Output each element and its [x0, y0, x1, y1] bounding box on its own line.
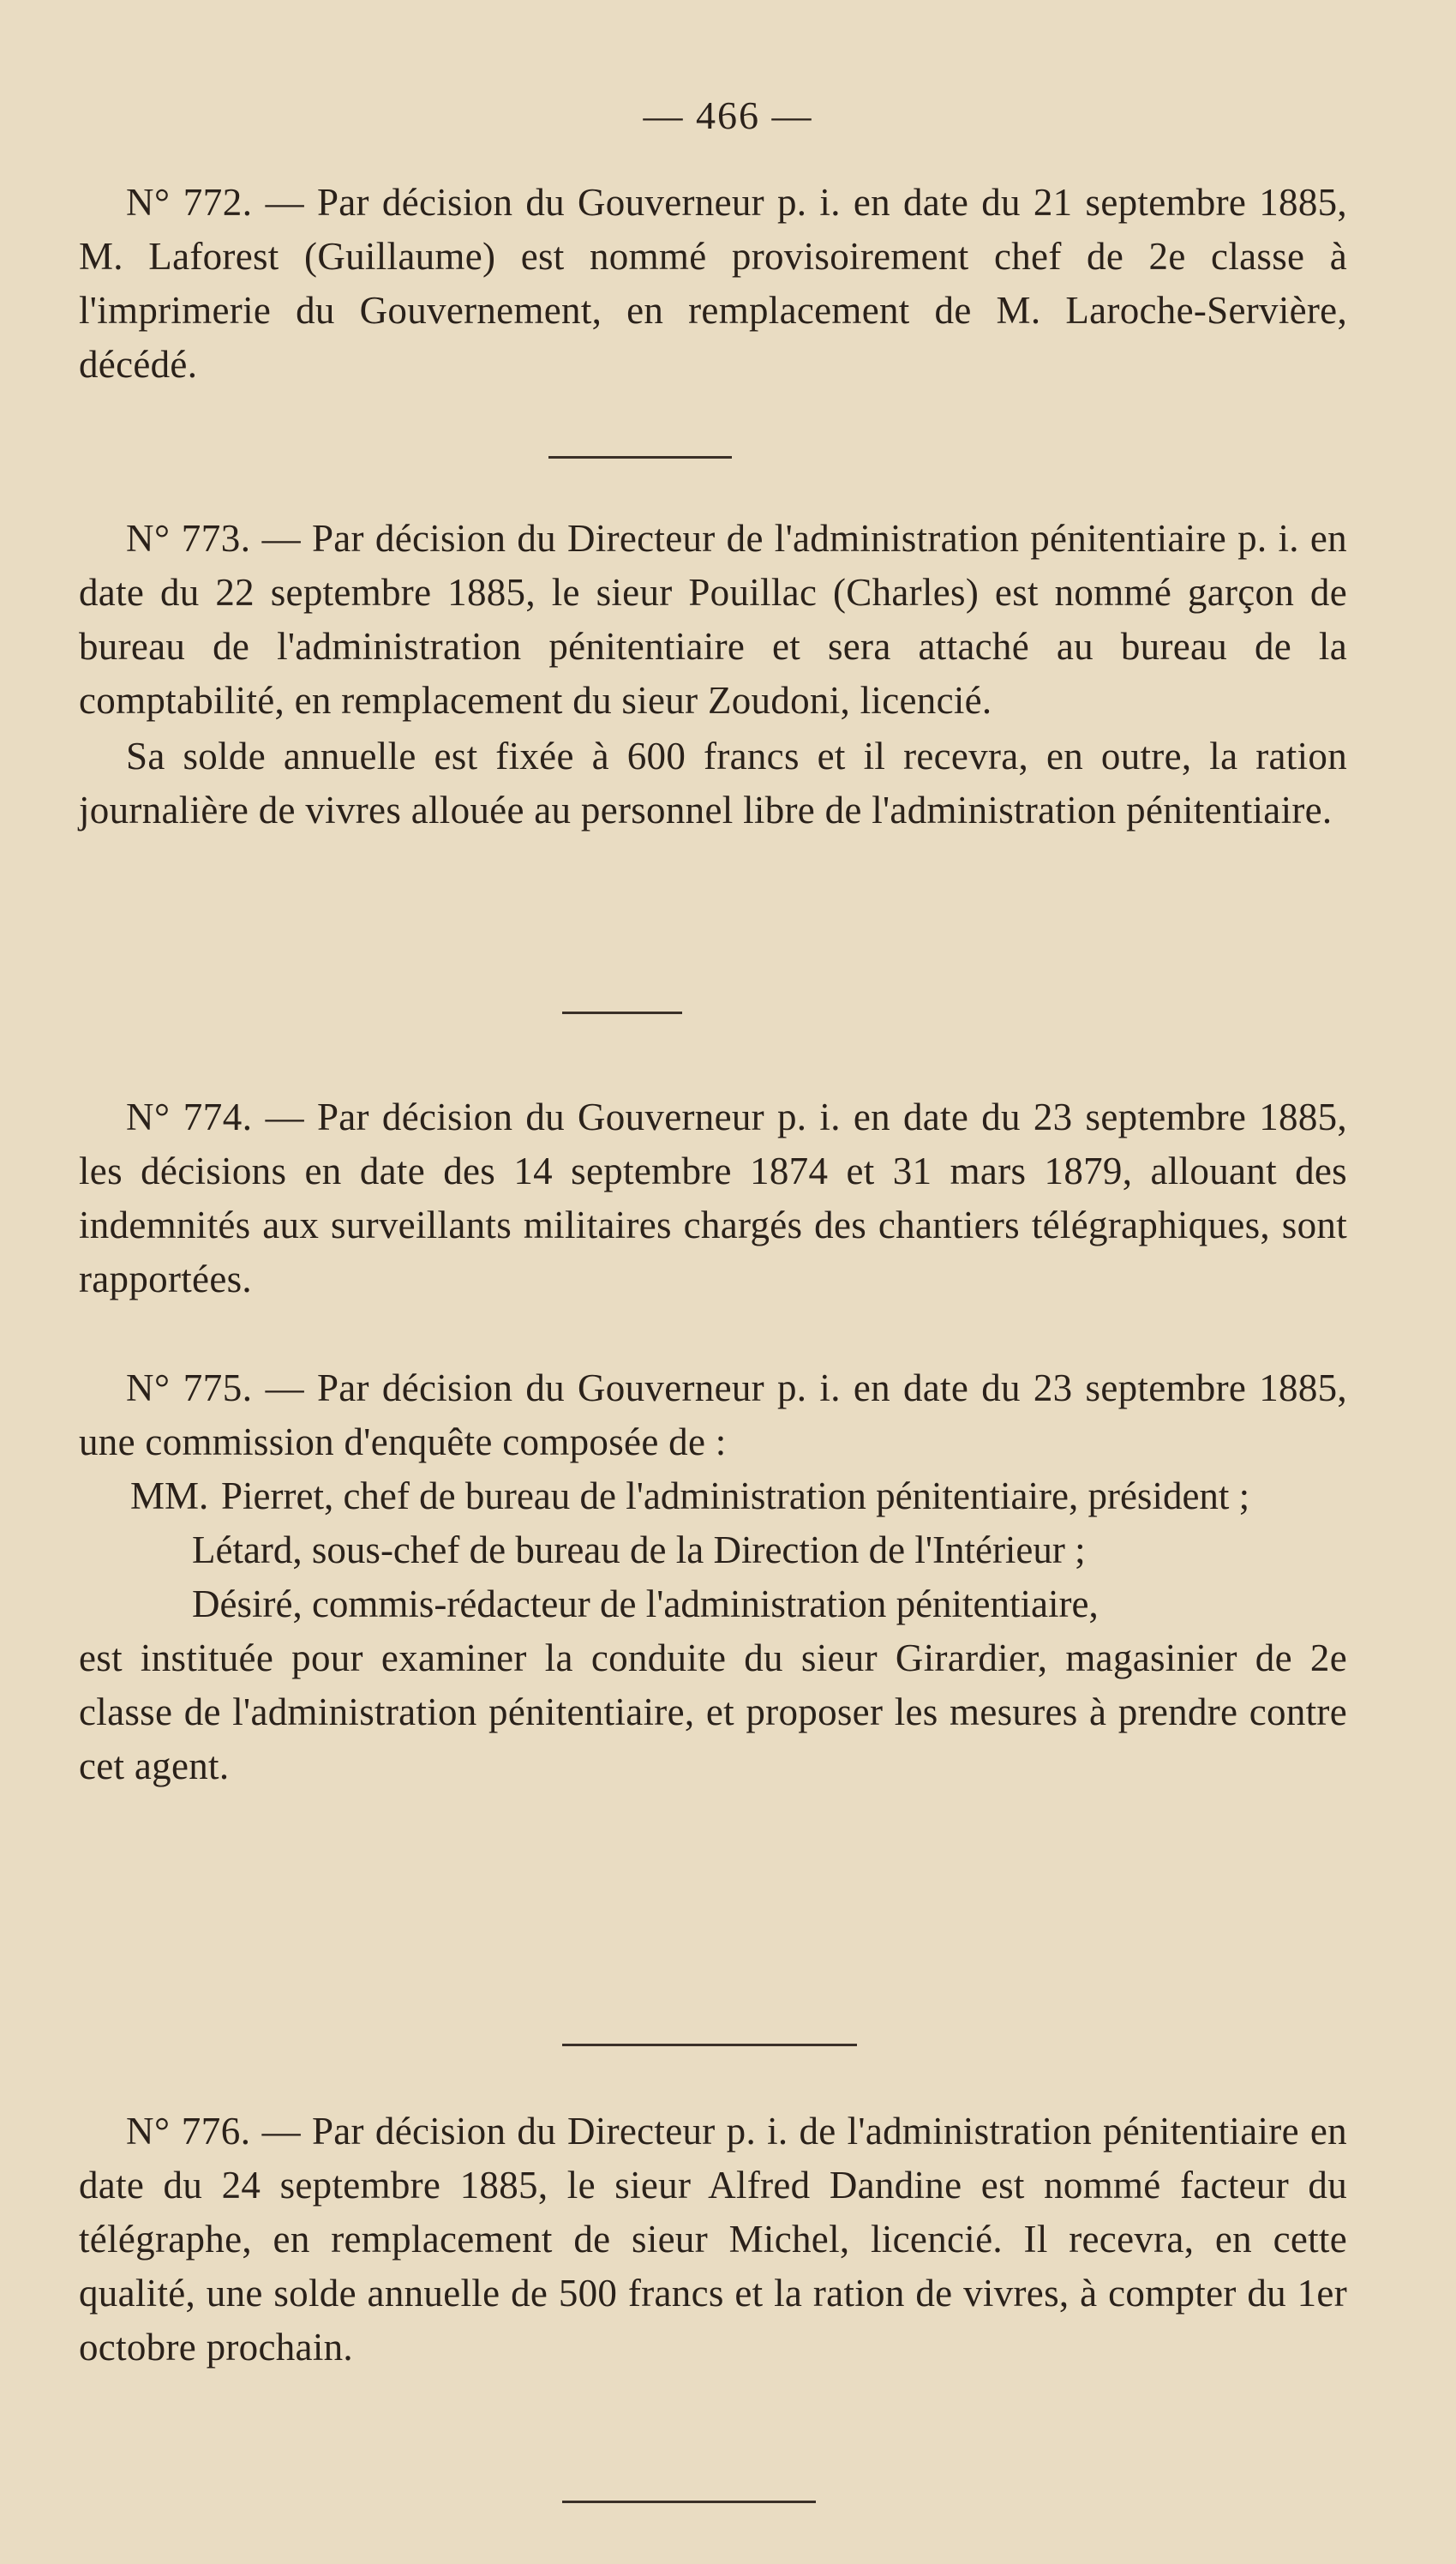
entry-776: [79, 2105, 1347, 2375]
entry-text: — Par décision du Gouverneur p. i. en date du 21 septembre 1885, M. Laforest (Guillaume) est nommé provisoirement chef de 2e classe à l'imprimerie du Gouvernement, en remplacement de M. Laroche-Servière, décédé.: [79, 181, 1347, 386]
entry-772: [79, 176, 1347, 392]
entry-text: — Par décision du Directeur de l'administration pénitentiaire p. i. en date du 22 septembre 1885, le sieur Pouillac (Charles) est nommé garçon de bureau de l'administration pénitentiaire et sera attaché au bureau de la comptabilité, en remplacement du sieur Zoudoni, licencié.: [79, 517, 1347, 722]
entry-paragraph: [79, 1090, 1347, 1306]
members-prefix: MM.: [130, 1474, 209, 1517]
entry-773: [79, 512, 1347, 838]
separator-rule: [562, 2501, 816, 2503]
entry-text: — Par décision du Gouverneur p. i. en date du 23 septembre 1885, les décisions en date des 14 septembre 1874 et 31 mars 1879, allouant des indemnités aux surveillants militaires chargés des chantiers télégraphiques, sont rapportées.: [79, 1096, 1347, 1300]
entry-text: — Par décision du Directeur p. i. de l'administration pénitentiaire en date du 24 septembre 1885, le sieur Alfred Dandine est nommé facteur du télégraphe, en remplacement de sieur Michel, licencié. Il recevra, en cette qualité, une solde annuelle de 500 francs et la ration de vivres, à compter du 1er octobre prochain.: [79, 2110, 1347, 2369]
commission-member: Létard, sous-chef de bureau de la Direction de l'Intérieur ;: [192, 1528, 1086, 1571]
separator-rule: [562, 2044, 857, 2046]
entry-paragraph: [79, 176, 1347, 392]
entry-775: [79, 1361, 1347, 1793]
separator-rule: [548, 456, 732, 459]
entry-paragraph: [79, 1361, 1347, 1469]
entry-paragraph-2: Sa solde annuelle est fixée à 600 francs et il recevra, en outre, la ration journalière de vivres allouée au personnel libre de l'administration pénitentiaire.: [79, 735, 1347, 832]
entry-774: [79, 1090, 1347, 1306]
page-number: — 466 —: [643, 93, 813, 137]
entry-number: N° 772.: [126, 181, 253, 224]
entry-number: N° 773.: [126, 517, 251, 560]
entry-closing: est instituée pour examiner la conduite du sieur Girardier, magasinier de 2e classe de l'administration pénitentiaire, et proposer les mesures à prendre contre cet agent.: [79, 1636, 1347, 1787]
entry-paragraph: [79, 512, 1347, 728]
commission-member: Désiré, commis-rédacteur de l'administration pénitentiaire,: [192, 1582, 1099, 1625]
commission-member: MM. Pierret, chef de bureau de l'administration pénitentiaire, président ;: [130, 1469, 1347, 1523]
entry-number: N° 774.: [126, 1096, 253, 1138]
entry-paragraph: [79, 2105, 1347, 2375]
entry-text: — Par décision du Gouverneur p. i. en date du 23 septembre 1885, une commission d'enquête composée de :: [79, 1366, 1347, 1463]
entry-number: N° 775.: [126, 1366, 253, 1409]
entry-number: N° 776.: [126, 2110, 251, 2153]
separator-rule: [562, 1012, 682, 1014]
